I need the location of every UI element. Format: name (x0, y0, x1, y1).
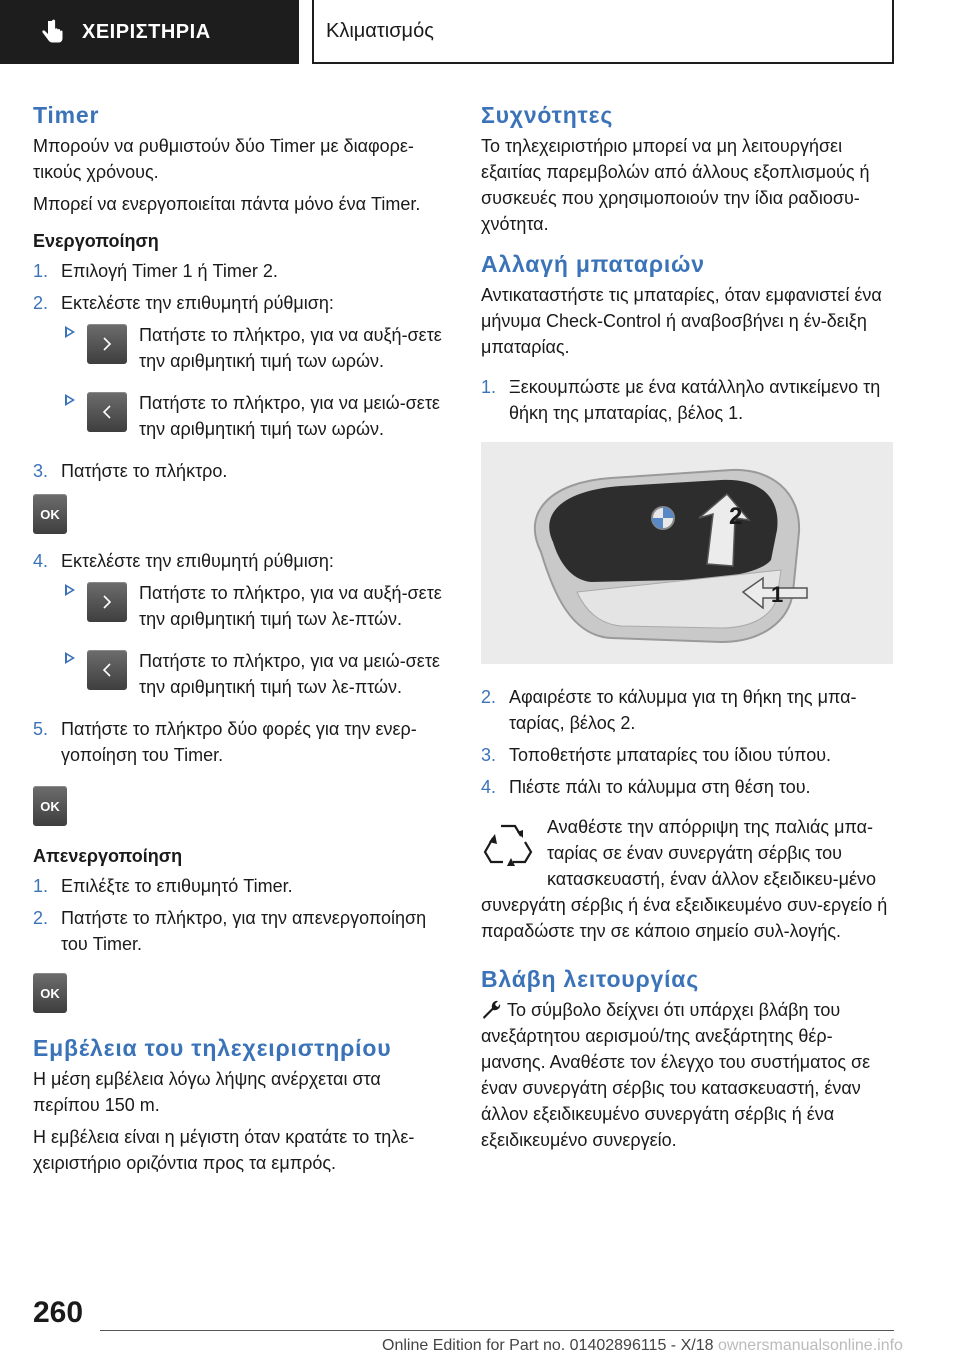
list-item (33, 716, 445, 768)
sub-step-text: Πατήστε το πλήκτρο, για να αυξή‐σετε την αριθμητική τιμή των λε‐πτών. (139, 583, 442, 629)
key-fob-illustration (481, 442, 893, 664)
section-title: ΧΕΙΡΙΣΤΗΡΙΑ (82, 20, 211, 43)
sub-step (61, 322, 445, 380)
sub-step (61, 580, 445, 638)
ok-label: OK (33, 494, 67, 534)
step-number: 4. (481, 777, 497, 797)
step-number: 4. (33, 551, 49, 571)
bullet-triangle-icon (65, 652, 75, 664)
list-item (33, 258, 445, 284)
frequency-paragraph: Το τηλεχειριστήριο μπορεί να μη λειτουργήσει εξαιτίας παρεμβολών από άλλους εξοπλισμούς ή συσκευές που χρησιμοποιούν την ίδια ραδιοσυ‐χνότητα. (481, 136, 870, 234)
frequency-heading: Συχνότητες (481, 102, 614, 128)
page-number: 260 (33, 1296, 84, 1329)
step-number: 2. (33, 293, 49, 313)
chevron-right-button-icon (87, 582, 127, 622)
step-number: 2. (481, 687, 497, 707)
range-paragraph-2: Η εμβέλεια είναι η μέγιστη όταν κρατάτε το τηλε‐χειριστήριο οριζόντια προς τα εμπρός. (33, 1127, 415, 1173)
step-number: 3. (481, 745, 497, 765)
chevron-right-button-icon (87, 324, 127, 364)
step-text: Ξεκουμπώστε με ένα κατάλληλο αντικείμενο τη θήκη της μπαταρίας, βέλος 1. (509, 377, 881, 423)
recycle-paragraph: Αναθέστε την απόρριψη της παλιάς μπα‐ταρίας σε έναν συνεργάτη σέρβις του κατασκευαστή, έναν άλλον εξειδικευ‐μένο συνεργάτη σέρβις ή ένα εξειδικευμένο συν‐εργείο ή παραδώστε την σε κάποιο σημείο συλ‐λογής. (481, 817, 888, 941)
chevron-left-button-icon (87, 650, 127, 690)
list-item (481, 742, 893, 768)
arrow-label-1: 1 (771, 582, 784, 607)
chevron-left-button-icon (87, 392, 127, 432)
list-item (33, 458, 445, 484)
step-text: Πατήστε το πλήκτρο δύο φορές για την ενερ‐γοποίηση του Timer. (61, 719, 417, 765)
range-heading: Εμβέλεια του τηλεχειριστηρίου (33, 1035, 392, 1061)
step-number: 3. (33, 461, 49, 481)
list-item (33, 548, 445, 574)
chapter-title: Κλιματισμός (326, 19, 434, 42)
battery-paragraph: Αντικαταστήστε τις μπαταρίες, όταν εμφανιστεί ένα μήνυμα Check-Control ή αναβοσβήνει η έν‐δειξη μπαταρίας. (481, 285, 882, 357)
bullet-triangle-icon (65, 584, 75, 596)
list-item (33, 873, 445, 899)
step-text: Τοποθετήστε μπαταρίες του ίδιου τύπου. (509, 745, 832, 765)
right-column (481, 100, 893, 1159)
footer-edition (382, 1337, 903, 1355)
step-text: Πατήστε το πλήκτρο. (61, 461, 228, 481)
step-number: 1. (481, 377, 497, 397)
step-text: Πατήστε το πλήκτρο, για την απενεργοποίηση του Timer. (61, 908, 427, 954)
list-item (33, 905, 445, 957)
arrow-label-2: 2 (729, 503, 743, 530)
section-tab (0, 0, 299, 64)
activation-heading: Ενεργοποίηση (33, 231, 159, 251)
timer-paragraph-1: Μπορούν να ρυθμιστούν δύο Timer με διαφορε‐τικούς χρόνους. (33, 136, 414, 182)
step-number: 2. (33, 908, 49, 928)
step-text: Επιλογή Timer 1 ή Timer 2. (61, 261, 278, 281)
list-item (481, 774, 893, 800)
step-text: Επιλέξτε το επιθυμητό Timer. (61, 876, 293, 896)
deactivation-heading: Απενεργοποίηση (33, 846, 183, 866)
left-column (33, 100, 445, 1182)
bullet-triangle-icon (65, 394, 75, 406)
step-text: Εκτελέστε την επιθυμητή ρύθμιση: (61, 293, 334, 313)
step-text: Πιέστε πάλι το κάλυμμα στη θέση του. (509, 777, 811, 797)
ok-button-icon (33, 973, 67, 1013)
list-item (33, 290, 445, 316)
bullet-triangle-icon (65, 326, 75, 338)
footer-divider (100, 1330, 894, 1331)
fault-heading: Βλάβη λειτουργίας (481, 966, 700, 992)
timer-paragraph-2: Μπορεί να ενεργοποιείται πάντα μόνο ένα Timer. (33, 194, 421, 214)
step-number: 5. (33, 719, 49, 739)
ok-label: OK (33, 973, 67, 1013)
sub-step-text: Πατήστε το πλήκτρο, για να μειώ‐σετε την αριθμητική τιμή των λε‐πτών. (139, 651, 440, 697)
edition-text: Online Edition for Part no. 01402896115 - X/18 (382, 1337, 714, 1354)
ok-button-icon (33, 786, 67, 826)
range-paragraph-1: Η μέση εμβέλεια λόγω λήψης ανέρχεται στα περίπου 150 m. (33, 1069, 381, 1115)
ok-button-icon (33, 494, 67, 534)
hand-pointer-icon (40, 19, 66, 45)
list-item (481, 684, 893, 736)
list-item (481, 374, 893, 426)
sub-step-text: Πατήστε το πλήκτρο, για να αυξή‐σετε την αριθμητική τιμή των ωρών. (139, 325, 442, 371)
chapter-tab (312, 0, 894, 64)
fault-paragraph (481, 997, 893, 1153)
step-number: 1. (33, 876, 49, 896)
ok-label: OK (33, 786, 67, 826)
step-number: 1. (33, 261, 49, 281)
sub-step (61, 648, 445, 706)
recycle-icon (481, 818, 535, 872)
recycle-note (481, 814, 893, 944)
wrench-icon (481, 999, 501, 1019)
fault-text: Το σύμβολο δείχνει ότι υπάρχει βλάβη του ανεξάρτητου αερισμού/της ανεξάρτητης θέρ‐μανσης. Αναθέστε τον έλεγχο του συστήματος σε έναν συνεργάτη σέρβις του κατασκευαστή, έναν άλλον εξειδικευμένο συνεργάτη σέρβις ή ένα εξειδικευμένο συνεργείο. (481, 1000, 871, 1150)
key-fob-figure (481, 442, 893, 664)
battery-heading: Αλλαγή μπαταριών (481, 251, 705, 277)
timer-heading: Timer (33, 102, 100, 128)
sub-step-text: Πατήστε το πλήκτρο, για να μειώ‐σετε την αριθμητική τιμή των ωρών. (139, 393, 440, 439)
step-text: Αφαιρέστε το κάλυμμα για τη θήκη της μπα‐ταρίας, βέλος 2. (509, 687, 857, 733)
watermark: ownersmanualsonline.info (717, 1337, 903, 1354)
sub-step (61, 390, 445, 448)
step-text: Εκτελέστε την επιθυμητή ρύθμιση: (61, 551, 334, 571)
